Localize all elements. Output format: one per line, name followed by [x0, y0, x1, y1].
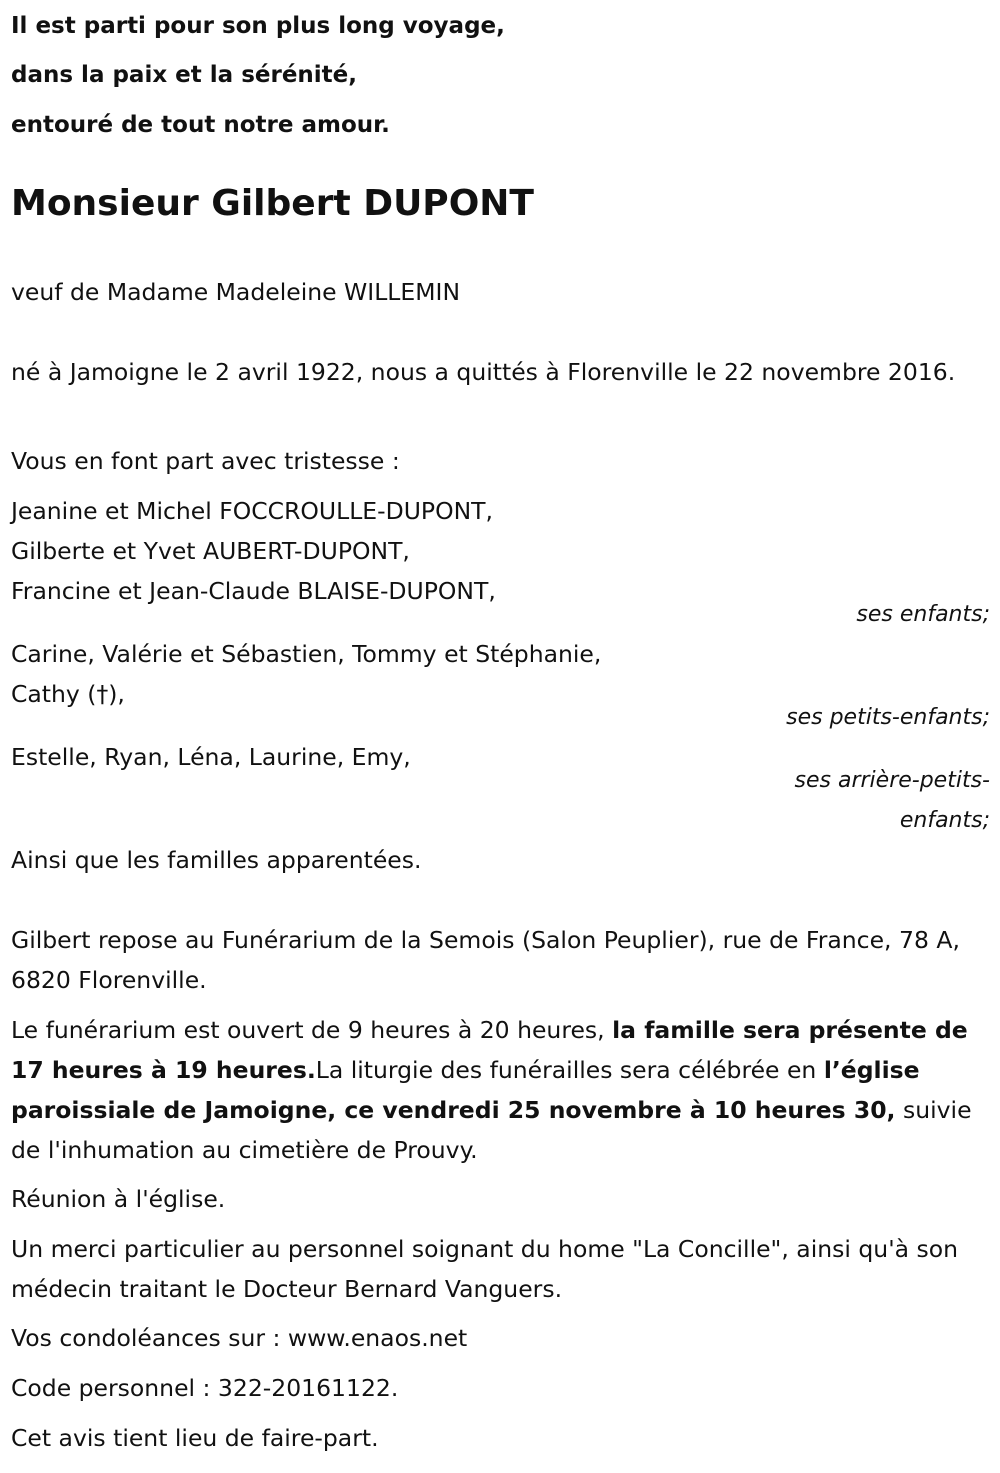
child-2: Gilberte et Yvet AUBERT-DUPONT, [11, 537, 410, 565]
birth-death: né à Jamoigne le 2 avril 1922, nous a quittés à Florenville le 22 novembre 2016. [11, 358, 956, 386]
funerarium-paragraph [11, 1010, 986, 1170]
repose: Gilbert repose au Funérarium de la Semois (Salon Peuplier), rue de France, 78 A, 6820 Florenville. [11, 926, 960, 994]
intro-line-1: Il est parti pour son plus long voyage, [11, 13, 505, 39]
funerarium-text-3: suivie de l'inhumation au cimetière de Prouvy. [11, 1096, 972, 1164]
deceased-name: Monsieur Gilbert DUPONT [11, 183, 534, 224]
closing: Cet avis tient lieu de faire-part. [11, 1424, 379, 1452]
widower-of: veuf de Madame Madeleine WILLEMIN [11, 278, 461, 306]
condolences: Vos condoléances sur : www.enaos.net [11, 1324, 468, 1352]
grandchildren-1: Carine, Valérie et Sébastien, Tommy et Stéphanie, [11, 640, 602, 668]
intro-line-2: dans la paix et la sérénité, [11, 62, 358, 88]
announce: Vous en font part avec tristesse : [11, 447, 400, 475]
personal-code: Code personnel : 322-20161122. [11, 1374, 399, 1402]
children-label: ses enfants; [856, 602, 990, 627]
funerarium-text-1: Le funérarium est ouvert de 9 heures à 20 heures, [11, 1016, 613, 1044]
child-1: Jeanine et Michel FOCCROULLE-DUPONT, [11, 497, 493, 525]
funerarium-text-2: La liturgie des funérailles sera célébrée en [315, 1056, 824, 1084]
great-grandchildren-label-2: enfants; [899, 808, 990, 833]
reunion: Réunion à l'église. [11, 1185, 226, 1213]
child-3: Francine et Jean-Claude BLAISE-DUPONT, [11, 577, 496, 605]
ceremony-details: l’église paroissiale de Jamoigne, ce vendredi 25 novembre à 10 heures 30, [11, 1056, 920, 1124]
great-grandchildren-label-1: ses arrière-petits- [794, 768, 990, 793]
grandchildren-label: ses petits-enfants; [786, 705, 990, 730]
great-grandchildren: Estelle, Ryan, Léna, Laurine, Emy, [11, 743, 411, 771]
thanks: Un merci particulier au personnel soignant du home "La Concille", ainsi qu'à son médecin traitant le Docteur Bernard Vanguers. [11, 1235, 959, 1303]
families: Ainsi que les familles apparentées. [11, 846, 422, 874]
family-presence: la famille sera présente de 17 heures à 19 heures. [11, 1016, 968, 1084]
intro-line-3: entouré de tout notre amour. [11, 112, 390, 138]
grandchildren-2: Cathy (†), [11, 680, 125, 708]
